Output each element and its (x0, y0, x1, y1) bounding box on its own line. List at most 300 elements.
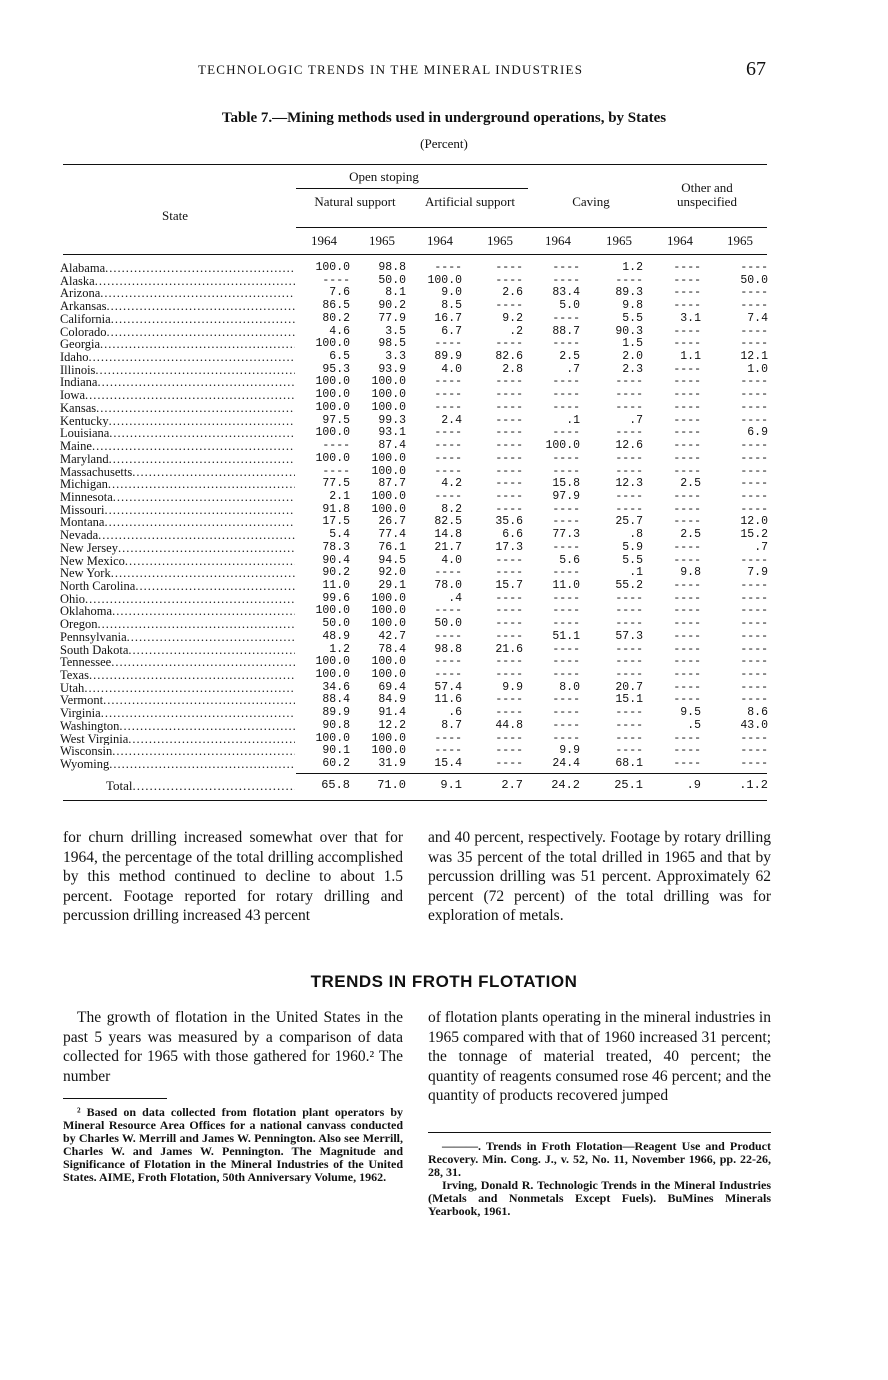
table-cell: .7 (754, 540, 768, 554)
table-cell: ---- (434, 655, 462, 669)
table-cell: 3.1 (680, 311, 701, 325)
table-cell: ---- (495, 693, 523, 707)
table-cell: .2 (509, 324, 523, 338)
table-row (0, 300, 888, 313)
table-row (0, 669, 888, 682)
table-cell: 15.1 (615, 693, 643, 707)
state-name: Minnesota ..... (60, 491, 295, 504)
table-cell: 11.0 (552, 578, 580, 592)
state-name: Virginia ..... (60, 707, 295, 720)
table-cell: ---- (615, 668, 643, 681)
table-cell: 7.4 (747, 311, 768, 325)
table-row (0, 529, 888, 542)
table-cell: ---- (552, 540, 580, 554)
table-cell: ---- (673, 464, 701, 478)
table-cell: ---- (615, 706, 643, 720)
references-rule (428, 1132, 771, 1133)
table-cell: 100.0 (371, 451, 406, 465)
total-value: 71.0 (377, 778, 406, 792)
table-cell: 90.2 (378, 299, 406, 313)
table-cell: ---- (673, 540, 701, 554)
table-body (0, 262, 888, 771)
table-cell: ---- (322, 439, 350, 453)
table-cell: 100.0 (315, 655, 350, 669)
table-cell: 5.5 (622, 311, 643, 325)
table-cell: 6.7 (441, 324, 462, 338)
table-cell: 50.0 (322, 617, 350, 631)
table-cell: 21.6 (495, 642, 523, 656)
state-name: Oregon ..... (60, 618, 295, 631)
table-cell: 1.1 (680, 350, 701, 364)
table-cell: ---- (615, 375, 643, 389)
table-cell: 57.3 (615, 629, 643, 643)
table-row (0, 491, 888, 504)
paragraph: of flotation plants operating in the mineral industries in 1965 compared with that of 1960 increased 31 percent; the tonnage of material treated, 40 percent; the quantity of reagents consumed rose 46 percent; and the quantity of products recovered jumped (428, 1009, 771, 1104)
table-caption: Table 7.—Mining methods used in underground operations, by States (221, 110, 667, 126)
table-cell: ---- (495, 413, 523, 427)
paragraph: and 40 percent, respectively. Footage by rotary drilling was 35 percent of the total drilled in 1965 and that by percussion drilling was 51 percent. Approximately 62 percent (72 percent) of the total drilling was for exploration of metals. (428, 829, 771, 924)
state-name: Michigan ..... (60, 478, 295, 491)
table-cell: ---- (495, 477, 523, 491)
table-cell: ---- (740, 286, 768, 300)
table-cell: 78.0 (434, 578, 462, 592)
table-cell: 84.9 (378, 693, 406, 707)
table-cell: ---- (673, 515, 701, 529)
table-cell: ---- (673, 668, 701, 681)
total-value: 65.8 (321, 778, 350, 792)
table-cell: ---- (615, 273, 643, 287)
table-cell: ---- (673, 261, 701, 274)
table-cell: 100.0 (427, 273, 462, 287)
table-cell: .6 (448, 706, 462, 720)
table-cell: ---- (673, 744, 701, 758)
table-cell: 91.8 (322, 502, 350, 516)
table-cell: 2.5 (680, 477, 701, 491)
state-name: Tennessee ..... (60, 656, 295, 669)
table-cell: ---- (673, 451, 701, 465)
paragraph: for churn drilling increased somewhat over that for 1964, the percentage of the total drilling accomplished by this method continued to decline to about 1.5 percent. Footage reported for rotary drilling and percussion drilling increased 43 percent (63, 829, 403, 924)
table-cell: 78.4 (378, 642, 406, 656)
table-cell: ---- (673, 388, 701, 402)
table-cell: ---- (615, 617, 643, 631)
table-cell: 26.7 (378, 515, 406, 529)
table-cell: ---- (552, 311, 580, 325)
total-rule (296, 773, 767, 774)
table-cell: ---- (740, 668, 768, 681)
state-name: Ohio ..... (60, 593, 295, 606)
table-cell: .1 (566, 413, 580, 427)
table-cell: 77.5 (322, 477, 350, 491)
table-cell: ---- (495, 604, 523, 618)
state-name: North Carolina ..... (60, 580, 295, 593)
table-cell: 91.4 (378, 706, 406, 720)
table-cell: ---- (495, 464, 523, 478)
table-cell: ---- (740, 451, 768, 465)
state-name: Wisconsin ..... (60, 745, 295, 758)
table-cell: ---- (434, 451, 462, 465)
table-cell: ---- (740, 680, 768, 694)
table-cell: ---- (615, 451, 643, 465)
table-cell: ---- (434, 464, 462, 478)
state-name: Colorado ..... (60, 326, 295, 339)
table-cell: ---- (495, 757, 523, 771)
table-cell: ---- (434, 400, 462, 414)
table-cell: 12.0 (740, 515, 768, 529)
table-cell: ---- (740, 464, 768, 478)
table-row (0, 631, 888, 644)
state-name: Georgia ..... (60, 338, 295, 351)
state-name: Massachusetts ..... (60, 466, 295, 479)
table-cell: 5.0 (559, 299, 580, 313)
table-cell: 90.8 (322, 718, 350, 732)
table-cell: ---- (552, 591, 580, 605)
table-cell: ---- (673, 502, 701, 516)
table-cell: ---- (552, 655, 580, 669)
table-cell: 88.7 (552, 324, 580, 338)
year-header-rule (296, 227, 767, 228)
body-right-column-1 (428, 828, 771, 926)
table-cell: ---- (552, 337, 580, 351)
table-cell: 9.9 (559, 744, 580, 758)
table-cell: 87.7 (378, 477, 406, 491)
table-cell: 94.5 (378, 553, 406, 567)
table-cell: ---- (434, 426, 462, 440)
table-cell: 3.5 (385, 324, 406, 338)
table-cell: ---- (434, 744, 462, 758)
table-cell: 98.8 (434, 642, 462, 656)
header-other-unspecified: Other and unspecified (677, 180, 737, 209)
table-cell: 35.6 (495, 515, 523, 529)
table-cell: ---- (740, 477, 768, 491)
table-cell: ---- (740, 261, 768, 274)
table-cell: 7.9 (747, 566, 768, 580)
table-cell: 6.5 (329, 350, 350, 364)
table-cell: 100.0 (371, 502, 406, 516)
table-cell: ---- (552, 706, 580, 720)
year-header: 1964 (427, 233, 453, 248)
table-cell: ---- (552, 642, 580, 656)
table-cell: ---- (673, 629, 701, 643)
table-cell: 2.1 (329, 489, 350, 503)
header-natural-support: Natural support (314, 194, 396, 209)
table-cell: ---- (673, 337, 701, 351)
table-cell: ---- (552, 464, 580, 478)
table-cell: 93.1 (378, 426, 406, 440)
table-cell: 50.0 (740, 273, 768, 287)
table-cell: 77.4 (378, 528, 406, 542)
table-cell: 99.3 (378, 413, 406, 427)
table-row (0, 389, 888, 402)
table-cell: 97.9 (552, 489, 580, 503)
table-cell: 5.5 (622, 553, 643, 567)
page-number: 67 (746, 58, 766, 80)
table-cell: 24.4 (552, 757, 580, 771)
state-name: Maryland ..... (60, 453, 295, 466)
table-cell: 5.4 (329, 528, 350, 542)
table-cell: 6.9 (747, 426, 768, 440)
table-cell: ---- (740, 731, 768, 745)
body-right-column-2 (428, 1008, 771, 1106)
table-cell: ---- (740, 757, 768, 771)
table-cell: 51.1 (552, 629, 580, 643)
table-cell: .7 (566, 362, 580, 376)
table-cell: 43.0 (740, 718, 768, 732)
total-row (0, 778, 888, 794)
year-header: 1964 (545, 233, 571, 248)
table-cell: 4.0 (441, 553, 462, 567)
table-cell: 68.1 (615, 757, 643, 771)
table-cell: 20.7 (615, 680, 643, 694)
table-cell: 3.3 (385, 350, 406, 364)
table-cell: 12.3 (615, 477, 643, 491)
table-cell: 76.1 (378, 540, 406, 554)
table-cell: ---- (495, 426, 523, 440)
table-cell: 100.0 (315, 604, 350, 618)
year-header: 1965 (369, 233, 395, 248)
state-name: Illinois ..... (60, 364, 295, 377)
table-cell: ---- (322, 273, 350, 287)
table-cell: 8.7 (441, 718, 462, 732)
table-cell: ---- (673, 299, 701, 313)
table-cell: 11.6 (434, 693, 462, 707)
state-name: Texas ..... (60, 669, 295, 682)
table-cell: ---- (615, 655, 643, 669)
table-cell: ---- (552, 566, 580, 580)
header-state: State (162, 208, 188, 223)
table-cell: 2.0 (622, 350, 643, 364)
state-name: Vermont ..... (60, 694, 295, 707)
year-header: 1965 (487, 233, 513, 248)
table-cell: 50.0 (434, 617, 462, 631)
table-cell: 86.5 (322, 299, 350, 313)
table-cell: 44.8 (495, 718, 523, 732)
table-cell: ---- (615, 604, 643, 618)
table-cell: ---- (434, 439, 462, 453)
table-cell: ---- (495, 388, 523, 402)
total-value: .9 (686, 778, 701, 792)
table-cell: ---- (552, 273, 580, 287)
table-cell: ---- (615, 642, 643, 656)
table-cell: 1.2 (329, 642, 350, 656)
table-cell: ---- (552, 426, 580, 440)
table-row (0, 542, 888, 555)
table-row (0, 580, 888, 593)
table-cell: 90.2 (322, 566, 350, 580)
table-cell: 15.2 (740, 528, 768, 542)
table-cell: ---- (434, 629, 462, 643)
table-cell: ---- (740, 388, 768, 402)
table-bottom-rule (63, 800, 767, 801)
table-cell: 99.6 (322, 591, 350, 605)
table-cell: ---- (495, 261, 523, 274)
table-cell: 100.0 (315, 400, 350, 414)
table-cell: 87.4 (378, 439, 406, 453)
table-cell: 100.0 (371, 617, 406, 631)
table-cell: 6.6 (502, 528, 523, 542)
table-cell: 89.9 (322, 706, 350, 720)
table-cell: ---- (740, 553, 768, 567)
table-cell: .8 (629, 528, 643, 542)
table-cell: 8.0 (559, 680, 580, 694)
table-cell: 12.6 (615, 439, 643, 453)
table-cell: ---- (495, 629, 523, 643)
table-cell: ---- (495, 566, 523, 580)
table-cell: .4 (448, 591, 462, 605)
table-cell: 8.1 (385, 286, 406, 300)
table-cell: 25.7 (615, 515, 643, 529)
open-stoping-rule (296, 188, 528, 189)
table-cell: ---- (615, 718, 643, 732)
table-cell: ---- (740, 413, 768, 427)
table-cell: ---- (673, 426, 701, 440)
total-label: Total ..... (106, 778, 295, 794)
header-bottom-rule (63, 254, 767, 255)
table-cell: ---- (740, 324, 768, 338)
table-cell: 100.0 (371, 388, 406, 402)
table-cell: 9.8 (680, 566, 701, 580)
table-cell: 8.2 (441, 502, 462, 516)
table-cell: ---- (322, 464, 350, 478)
table-cell: 1.0 (747, 362, 768, 376)
table-cell: 95.3 (322, 362, 350, 376)
table-cell: ---- (552, 668, 580, 681)
table-cell: ---- (740, 375, 768, 389)
header-open-stoping: Open stoping (349, 169, 419, 184)
table-row (0, 402, 888, 415)
table-top-rule (63, 164, 767, 165)
table-cell: 48.9 (322, 629, 350, 643)
table-row (0, 440, 888, 453)
reference-text: ———. Trends in Froth Flotation—Reagent Use and Product Recovery. Min. Cong. J., v. 52, No. 11, November 1966, pp. 22-26, 28, 31. (428, 1139, 771, 1179)
state-name: Louisiana ..... (60, 427, 295, 440)
state-name: South Dakota ..... (60, 644, 295, 657)
table-row (0, 707, 888, 720)
table-cell: 100.0 (315, 375, 350, 389)
table-cell: 2.8 (502, 362, 523, 376)
table-cell: ---- (434, 566, 462, 580)
table-cell: ---- (673, 731, 701, 745)
table-cell: ---- (740, 642, 768, 656)
table-cell: ---- (740, 604, 768, 618)
year-header: 1965 (727, 233, 753, 248)
table-cell: 4.6 (329, 324, 350, 338)
table-cell: 100.0 (315, 451, 350, 465)
table-cell: ---- (673, 591, 701, 605)
table-cell: ---- (673, 604, 701, 618)
table-cell: 42.7 (378, 629, 406, 643)
table-cell: ---- (740, 617, 768, 631)
table-cell: 17.5 (322, 515, 350, 529)
table-cell: 80.2 (322, 311, 350, 325)
state-name: New Jersey ..... (60, 542, 295, 555)
table-cell: ---- (673, 324, 701, 338)
state-name: Wyoming ..... (60, 758, 295, 771)
table-cell: ---- (673, 553, 701, 567)
year-header: 1965 (606, 233, 632, 248)
table-cell: 100.0 (371, 668, 406, 681)
year-header: 1964 (311, 233, 337, 248)
table-cell: 69.4 (378, 680, 406, 694)
table-cell: 100.0 (315, 388, 350, 402)
table-cell: ---- (434, 261, 462, 274)
table-cell: ---- (434, 337, 462, 351)
table-cell: 100.0 (545, 439, 580, 453)
table-cell: 55.2 (615, 578, 643, 592)
reference-text: Irving, Donald R. Technologic Trends in the Mineral Industries (Metals and Nonmetals Except Fuels). BuMines Minerals Yearbook, 1961. (428, 1178, 771, 1218)
table-cell: 29.1 (378, 578, 406, 592)
state-name: Montana ..... (60, 516, 295, 529)
table-cell: 100.0 (371, 655, 406, 669)
state-name: Alaska ..... (60, 275, 295, 288)
table-cell: 82.6 (495, 350, 523, 364)
state-name: Washington ..... (60, 720, 295, 733)
table-cell: 90.1 (322, 744, 350, 758)
table-cell: ---- (740, 591, 768, 605)
state-name: Missouri ..... (60, 504, 295, 517)
total-value: 9.1 (440, 778, 462, 792)
footnote-text: ² Based on data collected from flotation plant operators by Mineral Resource Area Offices for a national canvass conducted by Charles W. Merrill and James W. Pennington. Also see Merrill, Charles W. and James W. Pennington. The Magnitude and Significance of Flotation in the Mineral Industries of the United States. AIME, Froth Flotation, 50th Anniversary Volume, 1962. (63, 1105, 403, 1184)
table-cell: ---- (615, 464, 643, 478)
table-cell: ---- (434, 604, 462, 618)
table-cell: 9.5 (680, 706, 701, 720)
paragraph: The growth of flotation in the United States in the past 5 years was measured by a comparison of data collected for 1965 with those gathered for 1960.² The number (63, 1009, 403, 1085)
table-cell: ---- (740, 655, 768, 669)
table-cell: ---- (673, 578, 701, 592)
table-cell: ---- (673, 273, 701, 287)
state-name: Iowa ..... (60, 389, 295, 402)
table-cell: ---- (552, 400, 580, 414)
table-cell: 100.0 (315, 426, 350, 440)
table-cell: ---- (552, 451, 580, 465)
table-cell: 100.0 (315, 668, 350, 681)
table-cell: 100.0 (315, 731, 350, 745)
references-right (428, 1140, 771, 1218)
table-cell: ---- (673, 439, 701, 453)
table-cell: ---- (495, 655, 523, 669)
table-cell: 82.5 (434, 515, 462, 529)
table-cell: 90.4 (322, 553, 350, 567)
table-row (0, 758, 888, 771)
table-cell: ---- (552, 515, 580, 529)
table-cell: 9.2 (502, 311, 523, 325)
table-cell: ---- (552, 261, 580, 274)
table-cell: ---- (615, 426, 643, 440)
total-value: 25.1 (614, 778, 643, 792)
table-cell: ---- (615, 489, 643, 503)
table-cell: ---- (740, 744, 768, 758)
table-cell: 2.3 (622, 362, 643, 376)
state-name: Maine ..... (60, 440, 295, 453)
table-cell: 12.1 (740, 350, 768, 364)
table-cell: 100.0 (371, 604, 406, 618)
total-value: .1.2 (739, 778, 768, 792)
table-cell: 31.9 (378, 757, 406, 771)
table-cell: ---- (495, 502, 523, 516)
table-cell: ---- (615, 388, 643, 402)
table-cell: 97.5 (322, 413, 350, 427)
page-header (0, 58, 888, 86)
table-cell: 78.3 (322, 540, 350, 554)
table-cell: ---- (495, 591, 523, 605)
table-row (0, 618, 888, 631)
table-cell: ---- (740, 337, 768, 351)
table-cell: ---- (740, 299, 768, 313)
table-cell: ---- (495, 617, 523, 631)
table-cell: ---- (615, 400, 643, 414)
table-cell: 11.0 (322, 578, 350, 592)
table-cell: 100.0 (371, 375, 406, 389)
table-cell: ---- (673, 400, 701, 414)
